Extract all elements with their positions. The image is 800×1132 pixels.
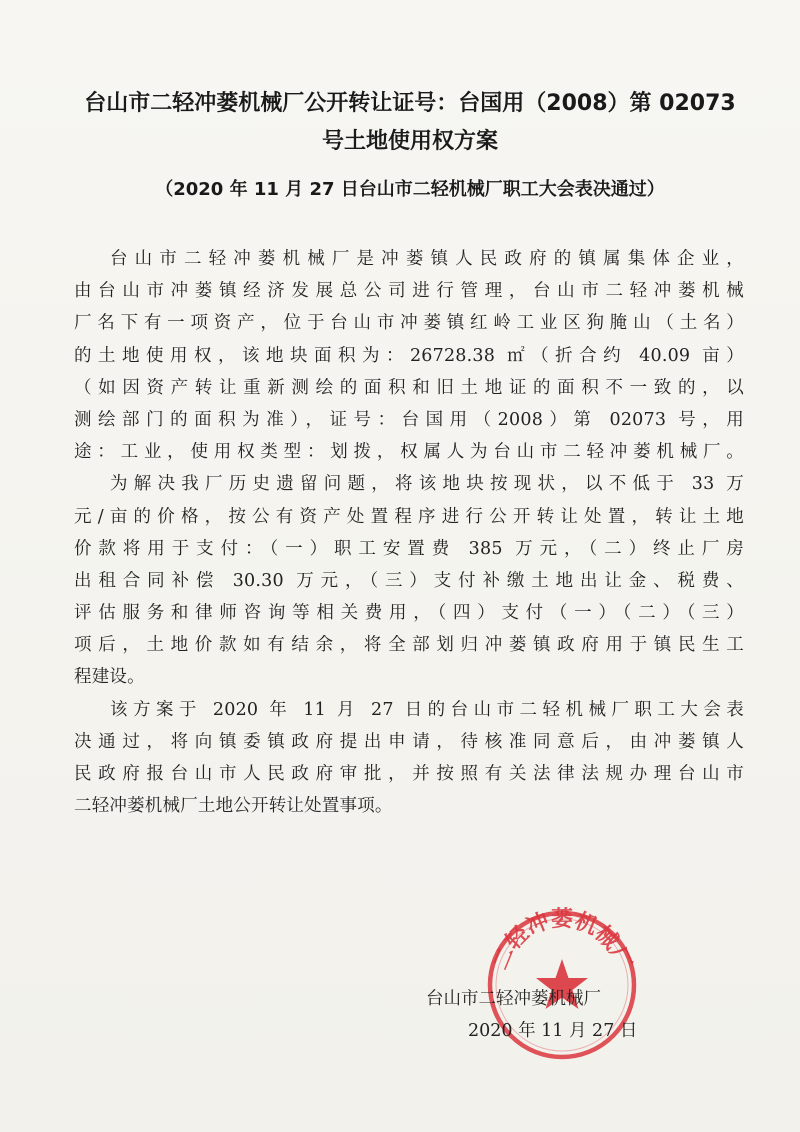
document-title-line-1: 台山市二轻冲蒌机械厂公开转让证号：台国用（2008）第 02073 <box>84 91 736 116</box>
signature-organization: 台山市二轻冲蒌机械厂 <box>426 989 601 1009</box>
body-line: 决通过，将向镇委镇政府提出申请，待核准同意后，由冲蒌镇人 <box>74 731 744 752</box>
body-line: 由台山市冲蒌镇经济发展总公司进行管理，台山市二轻冲蒌机械 <box>74 281 744 302</box>
body-line: 价款将用于支付：（一）职工安置费 385 万元，（二）终止厂房 <box>74 538 744 559</box>
signature-date: 2020 年 11 月 27 日 <box>468 1021 638 1041</box>
body-line: 厂名下有一项资产，位于台山市冲蒌镇红岭工业区狗腌山（土名） <box>74 313 744 334</box>
body-line: （如因资产转让重新测绘的面积和旧土地证的面积不一致的，以 <box>74 377 744 398</box>
body-line: 测绘部门的面积为准），证号：台国用（2008）第 02073 号，用 <box>74 409 744 430</box>
body-line: 为解决我厂历史遗留问题，将该地块按现状，以不低于 33 万 <box>110 474 744 495</box>
body-line: 的土地使用权，该地块面积为：26728.38 ㎡（折合约 40.09 亩） <box>74 345 744 366</box>
body-line: 二轻冲蒌机械厂土地公开转让处置事项。 <box>74 796 393 817</box>
seal-text: 二轻冲蒌机械厂 <box>487 906 637 974</box>
body-line: 评估服务和律师咨询等相关费用，（四）支付（一）（二）（三） <box>74 603 744 624</box>
body-line: 元/亩的价格，按公有资产处置程序进行公开转让处置，转让土地 <box>74 506 744 527</box>
body-line: 该方案于 2020 年 11 月 27 日的台山市二轻机械厂职工大会表 <box>110 699 744 720</box>
document-subtitle: （2020 年 11 月 27 日台山市二轻机械厂职工大会表决通过） <box>155 179 665 200</box>
body-line: 项后，土地价款如有结余，将全部划归冲蒌镇政府用于镇民生工 <box>74 635 744 656</box>
body-line: 台山市二轻冲蒌机械厂是冲蒌镇人民政府的镇属集体企业， <box>110 249 744 269</box>
body-line: 民政府报台山市人民政府审批，并按照有关法律法规办理台山市 <box>74 764 744 784</box>
body-line: 途：工业，使用权类型：划拨，权属人为台山市二轻冲蒌机械厂。 <box>74 442 744 463</box>
document-title-line-2: 号土地使用权方案 <box>321 129 498 154</box>
body-line: 出租合同补偿 30.30 万元，（三）支付补缴土地出让金、税费、 <box>74 570 744 591</box>
body-line: 程建设。 <box>74 667 145 688</box>
document-body <box>74 243 744 822</box>
